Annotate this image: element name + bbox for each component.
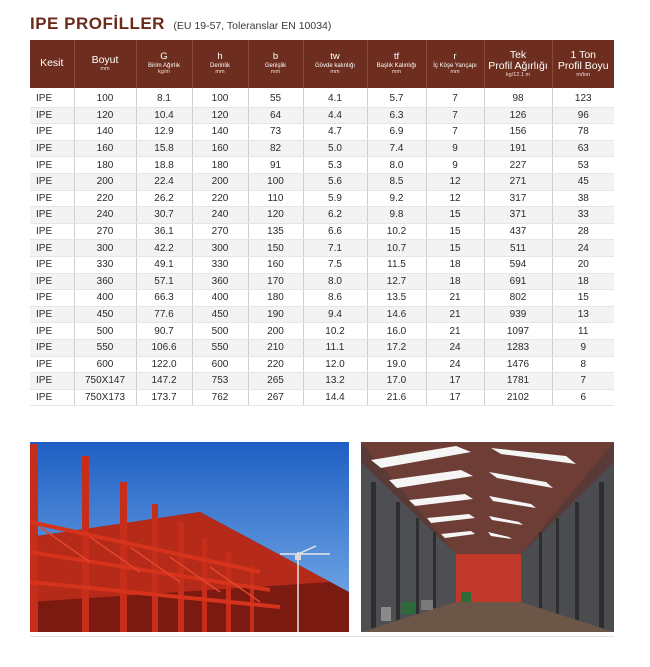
- value-cell: 317: [484, 190, 552, 207]
- value-cell: 270: [192, 223, 248, 240]
- value-cell: 21.6: [367, 389, 426, 406]
- value-cell: 17.0: [367, 373, 426, 390]
- value-cell: 271: [484, 173, 552, 190]
- table-row: [30, 356, 614, 373]
- value-cell: 150: [248, 240, 303, 257]
- value-cell: 360: [192, 273, 248, 290]
- value-cell: 10.4: [136, 107, 192, 124]
- value-cell: 10.2: [367, 223, 426, 240]
- value-cell: 9: [552, 339, 614, 356]
- warehouse-interior-photo: [361, 442, 614, 632]
- value-cell: 120: [248, 207, 303, 224]
- value-cell: 33: [552, 207, 614, 224]
- value-cell: 160: [192, 140, 248, 157]
- value-cell: 210: [248, 339, 303, 356]
- value-cell: 270: [74, 223, 136, 240]
- table-row: [30, 373, 614, 390]
- section-cell: IPE: [30, 356, 74, 373]
- value-cell: 11.1: [303, 339, 367, 356]
- value-cell: 18.8: [136, 157, 192, 174]
- table-body: [30, 88, 614, 406]
- header-unit: mm: [270, 69, 281, 76]
- value-cell: 511: [484, 240, 552, 257]
- value-cell: 66.3: [136, 290, 192, 307]
- value-cell: 9.4: [303, 306, 367, 323]
- value-cell: 600: [74, 356, 136, 373]
- value-cell: 63: [552, 140, 614, 157]
- value-cell: 170: [248, 273, 303, 290]
- section-cell: IPE: [30, 273, 74, 290]
- header-unit: mm: [215, 69, 225, 76]
- header-cell: [248, 40, 303, 88]
- header-label: Boyut: [91, 54, 119, 67]
- value-cell: 12: [426, 173, 484, 190]
- value-cell: 200: [248, 323, 303, 340]
- value-cell: 100: [192, 88, 248, 107]
- header-cell: [426, 40, 484, 88]
- value-cell: 6.2: [303, 207, 367, 224]
- value-cell: 1097: [484, 323, 552, 340]
- value-cell: 180: [192, 157, 248, 174]
- value-cell: 11: [552, 323, 614, 340]
- table-row: [30, 124, 614, 141]
- header-cell: [303, 40, 367, 88]
- value-cell: 4.7: [303, 124, 367, 141]
- value-cell: 191: [484, 140, 552, 157]
- section-cell: IPE: [30, 256, 74, 273]
- value-cell: 90.7: [136, 323, 192, 340]
- value-cell: 135: [248, 223, 303, 240]
- value-cell: 7.1: [303, 240, 367, 257]
- value-cell: 8.0: [367, 157, 426, 174]
- section-cell: IPE: [30, 323, 74, 340]
- value-cell: 6.3: [367, 107, 426, 124]
- value-cell: 600: [192, 356, 248, 373]
- value-cell: 190: [248, 306, 303, 323]
- section-cell: IPE: [30, 124, 74, 141]
- value-cell: 300: [192, 240, 248, 257]
- value-cell: 371: [484, 207, 552, 224]
- value-cell: 220: [74, 190, 136, 207]
- value-cell: 21: [426, 306, 484, 323]
- value-cell: 82: [248, 140, 303, 157]
- value-cell: 9: [426, 140, 484, 157]
- table-row: [30, 306, 614, 323]
- value-cell: 550: [74, 339, 136, 356]
- header-cell: [552, 40, 614, 88]
- value-cell: 77.6: [136, 306, 192, 323]
- value-cell: 147.2: [136, 373, 192, 390]
- table-row: [30, 107, 614, 124]
- value-cell: 227: [484, 157, 552, 174]
- value-cell: 24: [426, 356, 484, 373]
- header-unit: mm: [391, 69, 402, 76]
- value-cell: 49.1: [136, 256, 192, 273]
- value-cell: 5.7: [367, 88, 426, 107]
- section-cell: IPE: [30, 389, 74, 406]
- value-cell: 18: [426, 256, 484, 273]
- value-cell: 123: [552, 88, 614, 107]
- value-cell: 9: [426, 157, 484, 174]
- value-cell: 9.2: [367, 190, 426, 207]
- header-cell: [367, 40, 426, 88]
- value-cell: 5.6: [303, 173, 367, 190]
- value-cell: 594: [484, 256, 552, 273]
- value-cell: 98: [484, 88, 552, 107]
- header-label: tf: [393, 50, 400, 62]
- table-row: [30, 290, 614, 307]
- table-row: [30, 339, 614, 356]
- value-cell: 17.2: [367, 339, 426, 356]
- table-row: [30, 273, 614, 290]
- value-cell: 21: [426, 290, 484, 307]
- header-label: Genişlik: [264, 62, 287, 69]
- section-cell: IPE: [30, 173, 74, 190]
- value-cell: 126: [484, 107, 552, 124]
- table-row: [30, 157, 614, 174]
- header-label: Tek: [509, 48, 527, 61]
- value-cell: 78: [552, 124, 614, 141]
- header-label: r: [453, 50, 457, 62]
- value-cell: 14.6: [367, 306, 426, 323]
- value-cell: 17: [426, 373, 484, 390]
- header-label: G: [160, 50, 168, 62]
- value-cell: 450: [192, 306, 248, 323]
- value-cell: 13.2: [303, 373, 367, 390]
- value-cell: 140: [74, 124, 136, 141]
- value-cell: 7: [426, 124, 484, 141]
- value-cell: 12.0: [303, 356, 367, 373]
- value-cell: 15: [552, 290, 614, 307]
- value-cell: 26.2: [136, 190, 192, 207]
- value-cell: 220: [248, 356, 303, 373]
- value-cell: 28: [552, 223, 614, 240]
- table-row: [30, 190, 614, 207]
- value-cell: 96: [552, 107, 614, 124]
- value-cell: 691: [484, 273, 552, 290]
- value-cell: 15: [426, 223, 484, 240]
- value-cell: 2102: [484, 389, 552, 406]
- value-cell: 4.4: [303, 107, 367, 124]
- value-cell: 18: [426, 273, 484, 290]
- value-cell: 7: [426, 107, 484, 124]
- value-cell: 18: [552, 273, 614, 290]
- value-cell: 140: [192, 124, 248, 141]
- value-cell: 300: [74, 240, 136, 257]
- header-unit: mm: [330, 69, 340, 76]
- table-row: [30, 207, 614, 224]
- value-cell: 240: [192, 207, 248, 224]
- value-cell: 21: [426, 323, 484, 340]
- value-cell: 200: [74, 173, 136, 190]
- title-subtitle: (EU 19-57, Toleranslar EN 10034): [173, 20, 332, 32]
- value-cell: 110: [248, 190, 303, 207]
- value-cell: 45: [552, 173, 614, 190]
- header-cell: [192, 40, 248, 88]
- value-cell: 802: [484, 290, 552, 307]
- value-cell: 20: [552, 256, 614, 273]
- header-label: b: [272, 50, 279, 62]
- value-cell: 100: [74, 88, 136, 107]
- value-cell: 160: [74, 140, 136, 157]
- value-cell: 1283: [484, 339, 552, 356]
- table-row: [30, 240, 614, 257]
- value-cell: 10.7: [367, 240, 426, 257]
- value-cell: 500: [192, 323, 248, 340]
- value-cell: 8.0: [303, 273, 367, 290]
- value-cell: 437: [484, 223, 552, 240]
- section-cell: IPE: [30, 107, 74, 124]
- value-cell: 6.9: [367, 124, 426, 141]
- value-cell: 173.7: [136, 389, 192, 406]
- value-cell: 267: [248, 389, 303, 406]
- value-cell: 10.2: [303, 323, 367, 340]
- section-cell: IPE: [30, 207, 74, 224]
- section-cell: IPE: [30, 339, 74, 356]
- table-row: [30, 140, 614, 157]
- value-cell: 180: [248, 290, 303, 307]
- value-cell: 120: [192, 107, 248, 124]
- value-cell: 53: [552, 157, 614, 174]
- section-cell: IPE: [30, 157, 74, 174]
- section-cell: IPE: [30, 290, 74, 307]
- value-cell: 750X173: [74, 389, 136, 406]
- header-label: İç Köşe Yarıçapı: [433, 62, 477, 69]
- value-cell: 5.9: [303, 190, 367, 207]
- header-label: Derinlik: [209, 62, 230, 69]
- title-main: IPE PROFİLLER: [30, 14, 165, 33]
- table-row: [30, 223, 614, 240]
- value-cell: 73: [248, 124, 303, 141]
- value-cell: 753: [192, 373, 248, 390]
- value-cell: 13: [552, 306, 614, 323]
- value-cell: 24: [426, 339, 484, 356]
- header-label: Profil Boyu: [557, 59, 609, 72]
- value-cell: 330: [74, 256, 136, 273]
- value-cell: 5.3: [303, 157, 367, 174]
- value-cell: 240: [74, 207, 136, 224]
- value-cell: 9.8: [367, 207, 426, 224]
- section-cell: IPE: [30, 88, 74, 107]
- header-unit: kg/12.1 m: [505, 71, 531, 78]
- value-cell: 57.1: [136, 273, 192, 290]
- value-cell: 550: [192, 339, 248, 356]
- value-cell: 360: [74, 273, 136, 290]
- value-cell: 7: [552, 373, 614, 390]
- value-cell: 330: [192, 256, 248, 273]
- section-cell: IPE: [30, 223, 74, 240]
- value-cell: 156: [484, 124, 552, 141]
- value-cell: 42.2: [136, 240, 192, 257]
- value-cell: 106.6: [136, 339, 192, 356]
- value-cell: 100: [248, 173, 303, 190]
- value-cell: 160: [248, 256, 303, 273]
- value-cell: 8.6: [303, 290, 367, 307]
- value-cell: 12.7: [367, 273, 426, 290]
- value-cell: 200: [192, 173, 248, 190]
- value-cell: 30.7: [136, 207, 192, 224]
- value-cell: 22.4: [136, 173, 192, 190]
- value-cell: 1476: [484, 356, 552, 373]
- value-cell: 180: [74, 157, 136, 174]
- value-cell: 12.9: [136, 124, 192, 141]
- value-cell: 13.5: [367, 290, 426, 307]
- header-label: Gövde kalınlığı: [314, 62, 356, 69]
- header-label: Birim Ağırlık: [147, 62, 180, 69]
- value-cell: 14.4: [303, 389, 367, 406]
- value-cell: 11.5: [367, 256, 426, 273]
- table-row: [30, 389, 614, 406]
- ipe-profile-table: [30, 40, 614, 406]
- header-cell: [74, 40, 136, 88]
- value-cell: 500: [74, 323, 136, 340]
- header-label: Kesit: [40, 57, 64, 70]
- steel-frame-photo: [30, 442, 349, 632]
- value-cell: 8.1: [136, 88, 192, 107]
- value-cell: 8.5: [367, 173, 426, 190]
- header-label: tw: [330, 50, 340, 62]
- value-cell: 762: [192, 389, 248, 406]
- bottom-divider: [30, 636, 614, 637]
- value-cell: 120: [74, 107, 136, 124]
- value-cell: 400: [192, 290, 248, 307]
- section-cell: IPE: [30, 190, 74, 207]
- header-unit: kg/m: [158, 69, 170, 76]
- header-unit: m/ton: [576, 71, 591, 78]
- value-cell: 36.1: [136, 223, 192, 240]
- value-cell: 15.8: [136, 140, 192, 157]
- value-cell: 24: [552, 240, 614, 257]
- header-label: 1 Ton: [570, 48, 596, 61]
- section-cell: IPE: [30, 240, 74, 257]
- value-cell: 750X147: [74, 373, 136, 390]
- header-label: Profil Ağırlığı: [488, 59, 548, 72]
- value-cell: 265: [248, 373, 303, 390]
- value-cell: 4.1: [303, 88, 367, 107]
- table-row: [30, 323, 614, 340]
- value-cell: 64: [248, 107, 303, 124]
- value-cell: 7.4: [367, 140, 426, 157]
- header-label: h: [217, 50, 223, 62]
- value-cell: 6.6: [303, 223, 367, 240]
- value-cell: 400: [74, 290, 136, 307]
- value-cell: 17: [426, 389, 484, 406]
- value-cell: 1781: [484, 373, 552, 390]
- value-cell: 220: [192, 190, 248, 207]
- value-cell: 91: [248, 157, 303, 174]
- header-cell: [484, 40, 552, 88]
- header-cell: [30, 40, 74, 88]
- value-cell: 5.0: [303, 140, 367, 157]
- value-cell: 55: [248, 88, 303, 107]
- table-header-row: [30, 40, 614, 88]
- value-cell: 122.0: [136, 356, 192, 373]
- table-row: [30, 256, 614, 273]
- value-cell: 12: [426, 190, 484, 207]
- table-row: [30, 88, 614, 107]
- table-row: [30, 173, 614, 190]
- value-cell: 6: [552, 389, 614, 406]
- value-cell: 38: [552, 190, 614, 207]
- header-unit: mm: [450, 69, 460, 76]
- section-cell: IPE: [30, 306, 74, 323]
- header-cell: [136, 40, 192, 88]
- header-label: Başlık Kalınlığı: [376, 62, 417, 69]
- section-cell: IPE: [30, 140, 74, 157]
- value-cell: 939: [484, 306, 552, 323]
- page-title: [30, 14, 331, 34]
- header-unit: mm: [100, 66, 110, 73]
- value-cell: 8: [552, 356, 614, 373]
- value-cell: 16.0: [367, 323, 426, 340]
- value-cell: 7.5: [303, 256, 367, 273]
- section-cell: IPE: [30, 373, 74, 390]
- value-cell: 7: [426, 88, 484, 107]
- value-cell: 15: [426, 240, 484, 257]
- value-cell: 15: [426, 207, 484, 224]
- value-cell: 450: [74, 306, 136, 323]
- value-cell: 19.0: [367, 356, 426, 373]
